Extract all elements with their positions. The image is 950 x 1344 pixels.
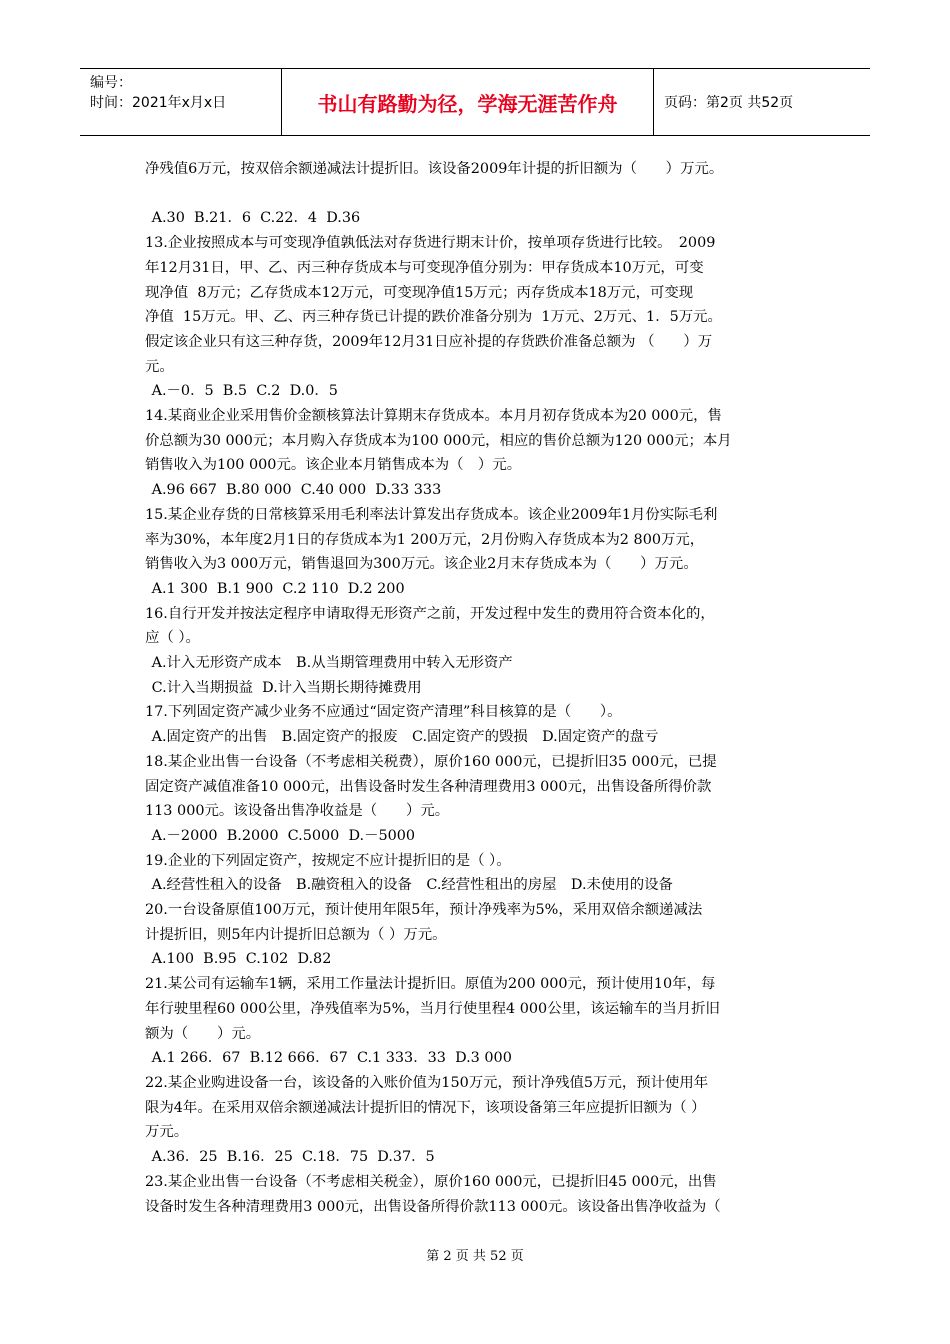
text-line: 净残值6万元，按双倍余额递减法计提折旧。该设备2009年计提的折旧额为（ ）万元。 xyxy=(145,161,724,177)
text-line: 设备时发生各种清理费用3 000元，出售设备所得价款113 000元。该设备出售净收益为（ xyxy=(145,1198,721,1215)
text-line: 22.某企业购进设备一台，该设备的入账价值为150万元，预计净残值5万元，预计使用年 xyxy=(145,1075,709,1091)
text-line: A.固定资产的出售 B.固定资产的报废 C.固定资产的毁损 D.固定资产的盘亏 xyxy=(147,729,659,746)
header-meta-cell xyxy=(80,69,282,135)
document-body xyxy=(145,157,825,1219)
text-line: 假定该企业只有这三种存货，2009年12月31日应补提的存货跌价准备总额为 （ ）万 xyxy=(145,333,713,350)
text-line: 率为30%，本年度2月1日的存货成本为1 200万元，2月份购入存货成本为2 800万元， xyxy=(145,531,705,548)
text-line: A.36．25 B.16．25 C.18．75 D.37．5 xyxy=(147,1149,435,1166)
header-motto: 书山有路勤为径，学海无涯苦作舟 xyxy=(282,69,654,135)
text-line: A.1 266．67 B.12 666．67 C.1 333．33 D.3 000 xyxy=(147,1050,512,1067)
text-line: 固定资产减值准备10 000元，出售设备时发生各种清理费用3 000元，出售设备所得价款 xyxy=(145,778,712,795)
text-line: 113 000元。该设备出售净收益是（ ）元。 xyxy=(145,803,450,820)
text-line: 元。 xyxy=(145,358,174,375)
text-line: 额为（ ）元。 xyxy=(145,1025,261,1042)
text-line: 18.某企业出售一台设备（不考虑相关税费），原价160 000元，已提折旧35 000元，已提 xyxy=(145,753,717,770)
text-line: A.96 667 B.80 000 C.40 000 D.33 333 xyxy=(147,482,442,499)
text-line: 19.企业的下列固定资产，按规定不应计提折旧的是（ ）。 xyxy=(145,852,511,869)
text-line: 23.某企业出售一台设备（不考虑相关税金），原价160 000元，已提折旧45 000元，出售 xyxy=(145,1173,717,1190)
text-line: 15.某企业存货的日常核算采用毛利率法计算发出存货成本。该企业2009年1月份实际毛利 xyxy=(145,506,718,523)
text-line: 年行驶里程60 000公里，净残值率为5%，当月行使里程4 000公里，该运输车的当月折旧 xyxy=(145,1000,720,1017)
text-line: 销售收入为100 000元。该企业本月销售成本为（ ）元。 xyxy=(145,457,522,474)
text-line: 13.企业按照成本与可变现净值孰低法对存货进行期末计价，按单项存货进行比较。 2009 xyxy=(145,235,716,252)
text-line: 现净值 8万元；乙存货成本12万元，可变现净值15万元；丙存货成本18万元，可变现 xyxy=(145,284,694,301)
text-line: 年12月31日，甲、乙、丙三种存货成本与可变现净值分别为：甲存货成本10万元，可变 xyxy=(145,259,704,276)
text-line: 21.某公司有运输车1辆，采用工作量法计提折旧。原值为200 000元，预计使用10年，每 xyxy=(145,976,716,993)
text-line: A.经营性租入的设备 B.融资租入的设备 C.经营性租出的房屋 D.未使用的设备 xyxy=(147,877,673,894)
document-number-label: 编号： xyxy=(90,75,132,91)
text-line: 应（ ）。 xyxy=(145,630,200,647)
text-line: 计提折旧，则5年内计提折旧总额为（ ）万元。 xyxy=(145,926,447,943)
text-line: A.计入无形资产成本 B.从当期管理费用中转入无形资产 xyxy=(147,655,513,672)
page-footer: 第 2 页 共 52 页 xyxy=(426,1249,524,1264)
text-line: A.100 B.95 C.102 D.82 xyxy=(147,951,332,968)
header-table xyxy=(80,68,870,136)
text-line: 万元。 xyxy=(145,1124,189,1141)
text-line: C.计入当期损益 D.计入当期长期待摊费用 xyxy=(147,679,422,696)
text-line: 销售收入为3 000万元，销售退回为300万元。该企业2月末存货成本为（ ）万元。 xyxy=(145,556,698,573)
text-line: A.－2000 B.2000 C.5000 D.－5000 xyxy=(147,827,416,844)
header-page-info: 页码：第2页 共52页 xyxy=(664,95,794,111)
text-line: 20.一台设备原值100万元，预计使用年限5年，预计净残率为5%，采用双倍余额递减法 xyxy=(145,902,703,919)
text-line: A.30 B.21．6 C.22．4 D.36 xyxy=(147,210,361,227)
blank-line xyxy=(145,182,825,207)
text-line: A.－0．5 B.5 C.2 D.0．5 xyxy=(147,383,338,400)
text-line: 净值 15万元。甲、乙、丙三种存货已计提的跌价准备分别为 1万元、2万元、1．5万元。 xyxy=(145,309,722,326)
text-line: 16.自行开发并按法定程序申请取得无形资产之前，开发过程中发生的费用符合资本化的， xyxy=(145,605,715,622)
text-line: 价总额为30 000元；本月购入存货成本为100 000元，相应的售价总额为120 000元；本月 xyxy=(145,432,732,449)
text-line: 14.某商业企业采用售价金额核算法计算期末存货成本。本月月初存货成本为20 000元，售 xyxy=(145,408,722,425)
document-time-label: 时间：2021年x月x日 xyxy=(90,95,227,111)
text-line: 限为4年。在采用双倍余额递减法计提折旧的情况下，该项设备第三年应提折旧额为（ ） xyxy=(145,1099,706,1116)
text-line: A.1 300 B.1 900 C.2 110 D.2 200 xyxy=(147,580,405,597)
text-line: 17.下列固定资产减少业务不应通过“固定资产清理”科目核算的是（ ）。 xyxy=(145,704,622,721)
